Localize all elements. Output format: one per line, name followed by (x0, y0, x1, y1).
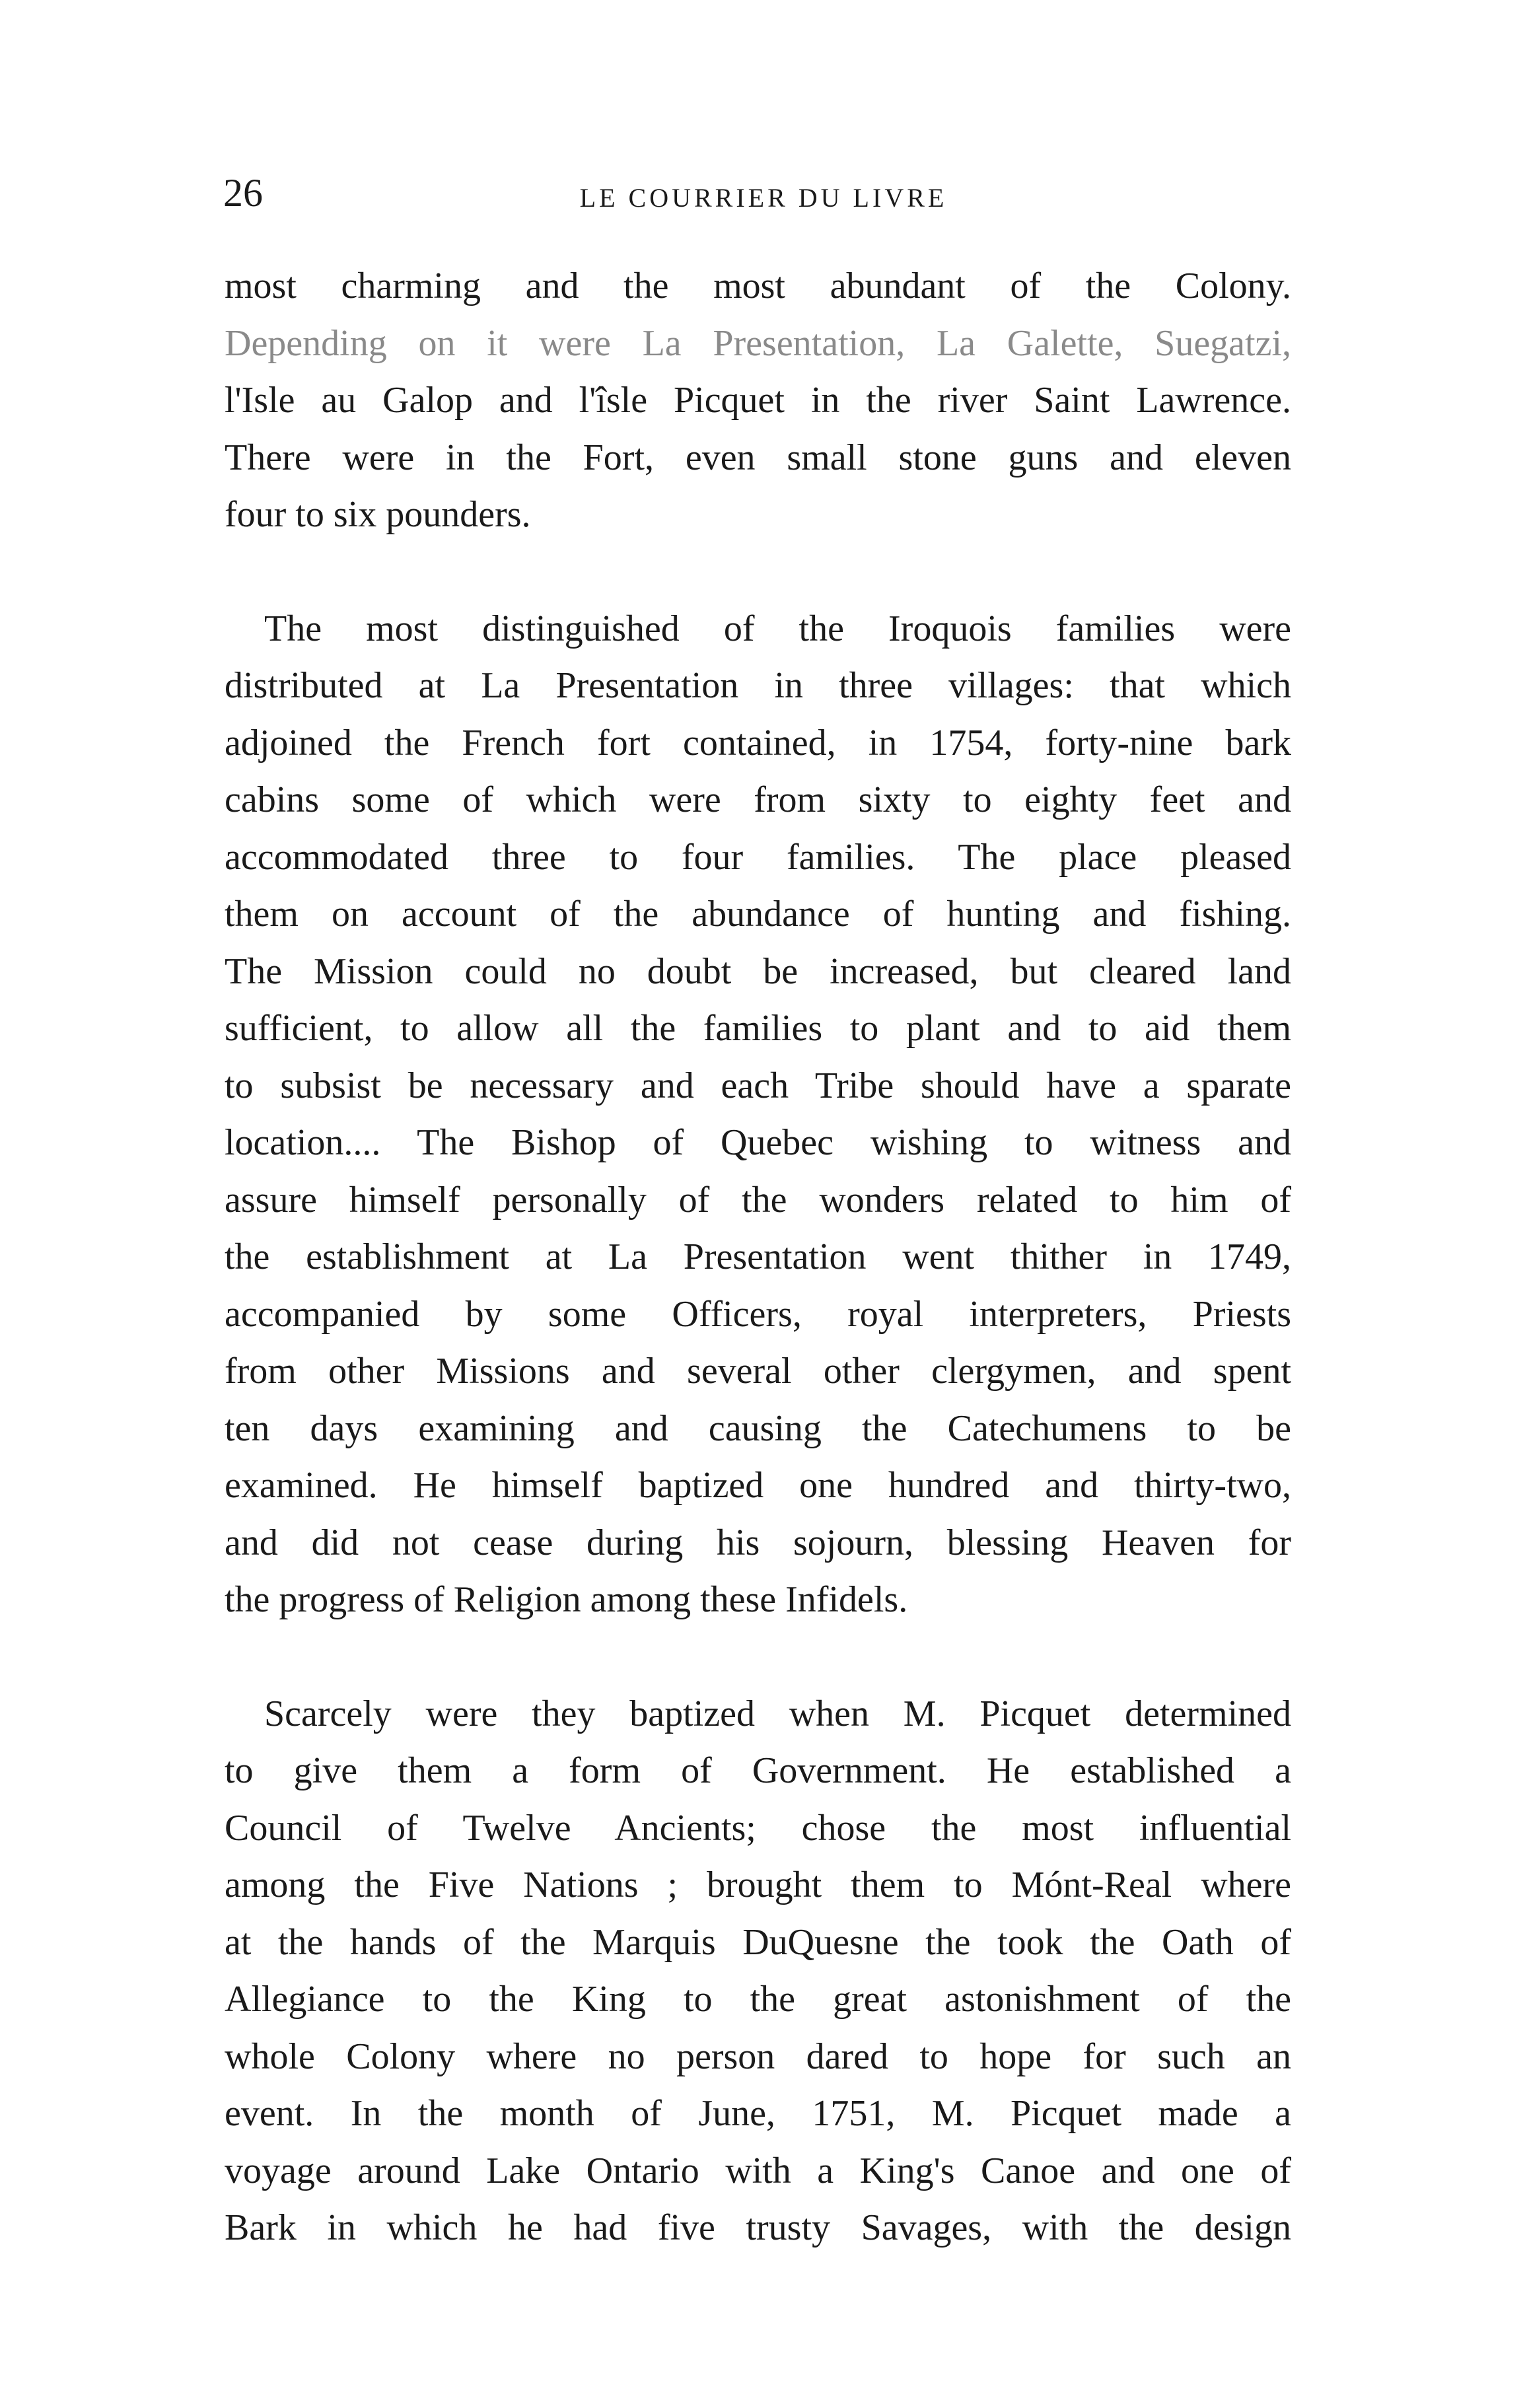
text-line: most charming and the most abundant of the Colony. (225, 266, 1291, 306)
text-line: to give them a form of Government. He established a (225, 1750, 1291, 1791)
paragraph-1 (225, 258, 1291, 544)
paragraph-gap (225, 1629, 1291, 1685)
text-line: ten days examining and causing the Catechumens to be (225, 1407, 1291, 1449)
text-line: the progress of Religion among these Infidels. (225, 1579, 908, 1620)
text-line: distributed at La Presentation in three villages: that which (225, 665, 1291, 706)
text-line: sufficient, to allow all the families to plant and to aid them (225, 1008, 1291, 1049)
text-line: them on account of the abundance of hunting and fishing. (225, 894, 1291, 935)
text-line: accommodated three to four families. The place pleased (225, 836, 1291, 878)
text-line: l'Isle au Galop and l'îsle Picquet in the river Saint Lawrence. (225, 380, 1291, 421)
text-line: four to six pounders. (225, 494, 531, 535)
text-line: Bark in which he had five trusty Savages, with the design (225, 2207, 1291, 2248)
text-line: from other Missions and several other clergymen, and spent (225, 1351, 1291, 1392)
text-line: whole Colony where no person dared to hope for such an (225, 2036, 1291, 2077)
text-line: Allegiance to the King to the great astonishment of the (225, 1979, 1291, 2020)
text-line: event. In the month of June, 1751, M. Picquet made a (225, 2093, 1291, 2134)
text-line: to subsist be necessary and each Tribe should have a sparate (225, 1065, 1291, 1106)
text-line: Scarcely were they baptized when M. Picquet determined (264, 1693, 1291, 1734)
text-line: The Mission could no doubt be increased, but cleared land (225, 950, 1291, 992)
text-line: examined. He himself baptized one hundred and thirty-two, (225, 1465, 1291, 1506)
text-line: voyage around Lake Ontario with a King's Canoe and one of (225, 2150, 1291, 2191)
body-text (225, 258, 1291, 2257)
text-line: There were in the Fort, even small stone guns and eleven (225, 437, 1291, 478)
paragraph-3 (225, 1685, 1291, 2257)
running-head: LE COURRIER DU LIVRE (579, 183, 948, 213)
page-number: 26 (223, 171, 263, 215)
text-line: cabins some of which were from sixty to eighty feet and (225, 779, 1291, 820)
paragraph-2 (225, 600, 1291, 1629)
text-line: among the Five Nations ; brought them to Mónt-Real where (225, 1864, 1291, 1905)
text-line: and did not cease during his sojourn, blessing Heaven for (225, 1522, 1291, 1563)
text-line: assure himself personally of the wonders related to him of (225, 1179, 1291, 1221)
text-line: adjoined the French fort contained, in 1754, forty-nine bark (225, 722, 1291, 763)
text-line: at the hands of the Marquis DuQuesne the took the Oath of (225, 1921, 1291, 1963)
text-line: The most distinguished of the Iroquois families were (264, 608, 1291, 649)
paragraph-gap (225, 544, 1291, 600)
text-line: Council of Twelve Ancients; chose the most influential (225, 1807, 1291, 1849)
text-line: the establishment at La Presentation went thither in 1749, (225, 1236, 1291, 1277)
text-line: accompanied by some Officers, royal interpreters, Priests (225, 1293, 1291, 1335)
text-line: Depending on it were La Presentation, La Galette, Suegatzi, (225, 322, 1291, 364)
text-line: location.... The Bishop of Quebec wishing to witness and (225, 1122, 1291, 1163)
